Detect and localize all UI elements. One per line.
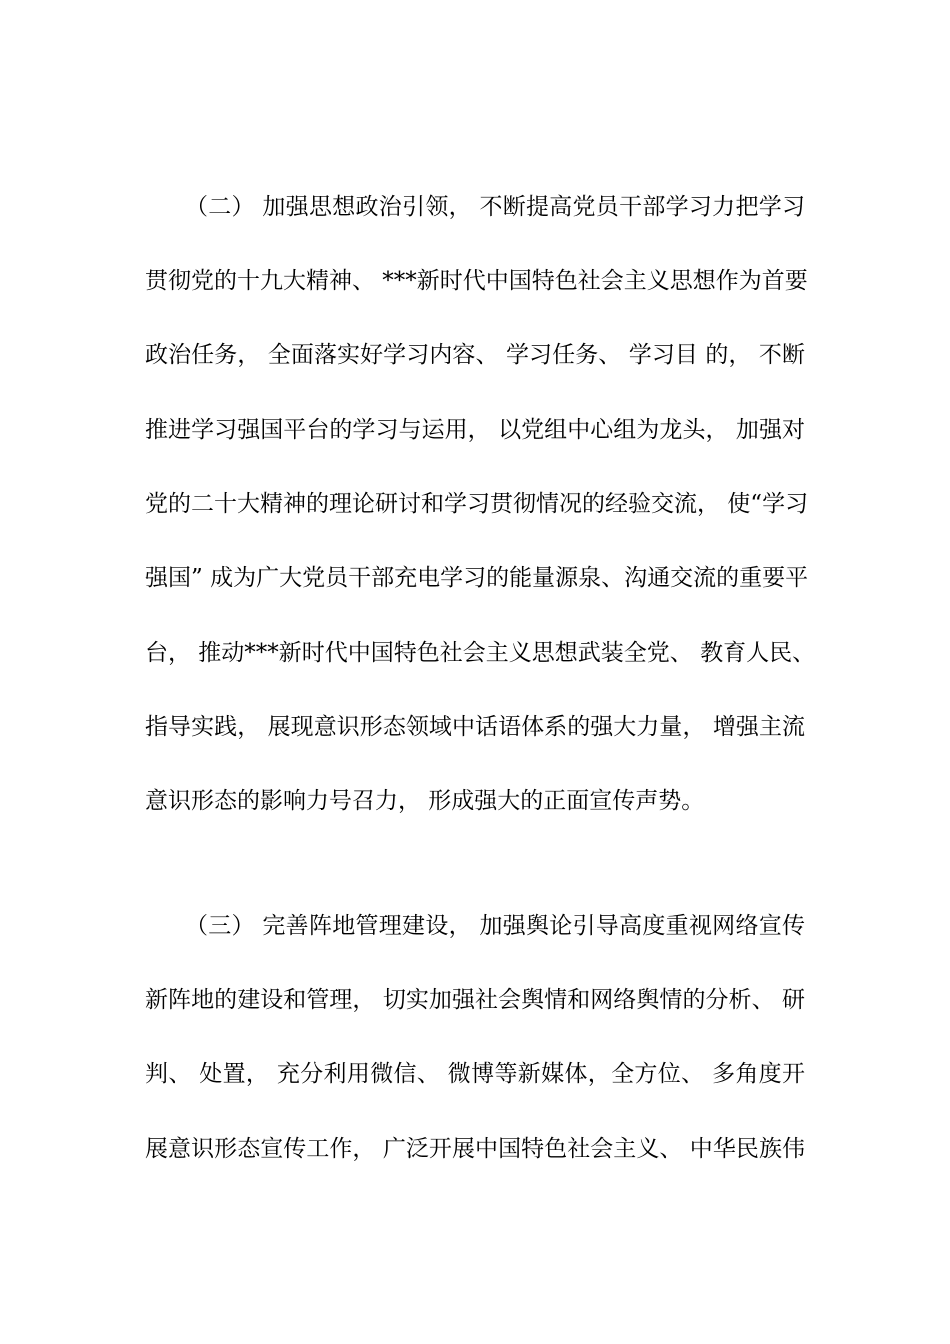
text-line: 推进学习强国平台的学习与运用， 以党组中心组为龙头， 加强对	[145, 417, 805, 443]
text-line: 新阵地的建设和管理， 切实加强社会舆情和网络舆情的分析、 研	[145, 987, 805, 1013]
text-line: 判、 处置， 充分利用微信、 微博等新媒体，全方位、 多角度开	[145, 1061, 805, 1087]
text-line: （二） 加强思想政治引领， 不断提高党员干部学习力把学习	[185, 194, 805, 220]
text-line: 意识形态的影响力号召力， 形成强大的正面宣传声势。	[145, 788, 705, 814]
text-line: 强国” 成为广大党员干部充电学习的能量源泉、沟通交流的重要平	[145, 565, 809, 591]
text-line: （三） 完善阵地管理建设， 加强舆论引导高度重视网络宣传	[185, 913, 805, 939]
text-line: 政治任务， 全面落实好学习内容、 学习任务、 学习目 的， 不断	[145, 342, 805, 368]
text-line: 展意识形态宣传工作， 广泛开展中国特色社会主义、 中华民族伟	[145, 1136, 805, 1162]
text-line: 党的二十大精神的理论研讨和学习贯彻情况的经验交流， 使“学习	[145, 491, 809, 517]
text-line: 指导实践， 展现意识形态领域中话语体系的强大力量， 增强主流	[145, 714, 805, 740]
text-line: 贯彻党的十九大精神、 ***新时代中国特色社会主义思想作为首要	[145, 268, 808, 294]
text-line: 台， 推动***新时代中国特色社会主义思想武装全党、 教育人民、	[145, 640, 816, 666]
